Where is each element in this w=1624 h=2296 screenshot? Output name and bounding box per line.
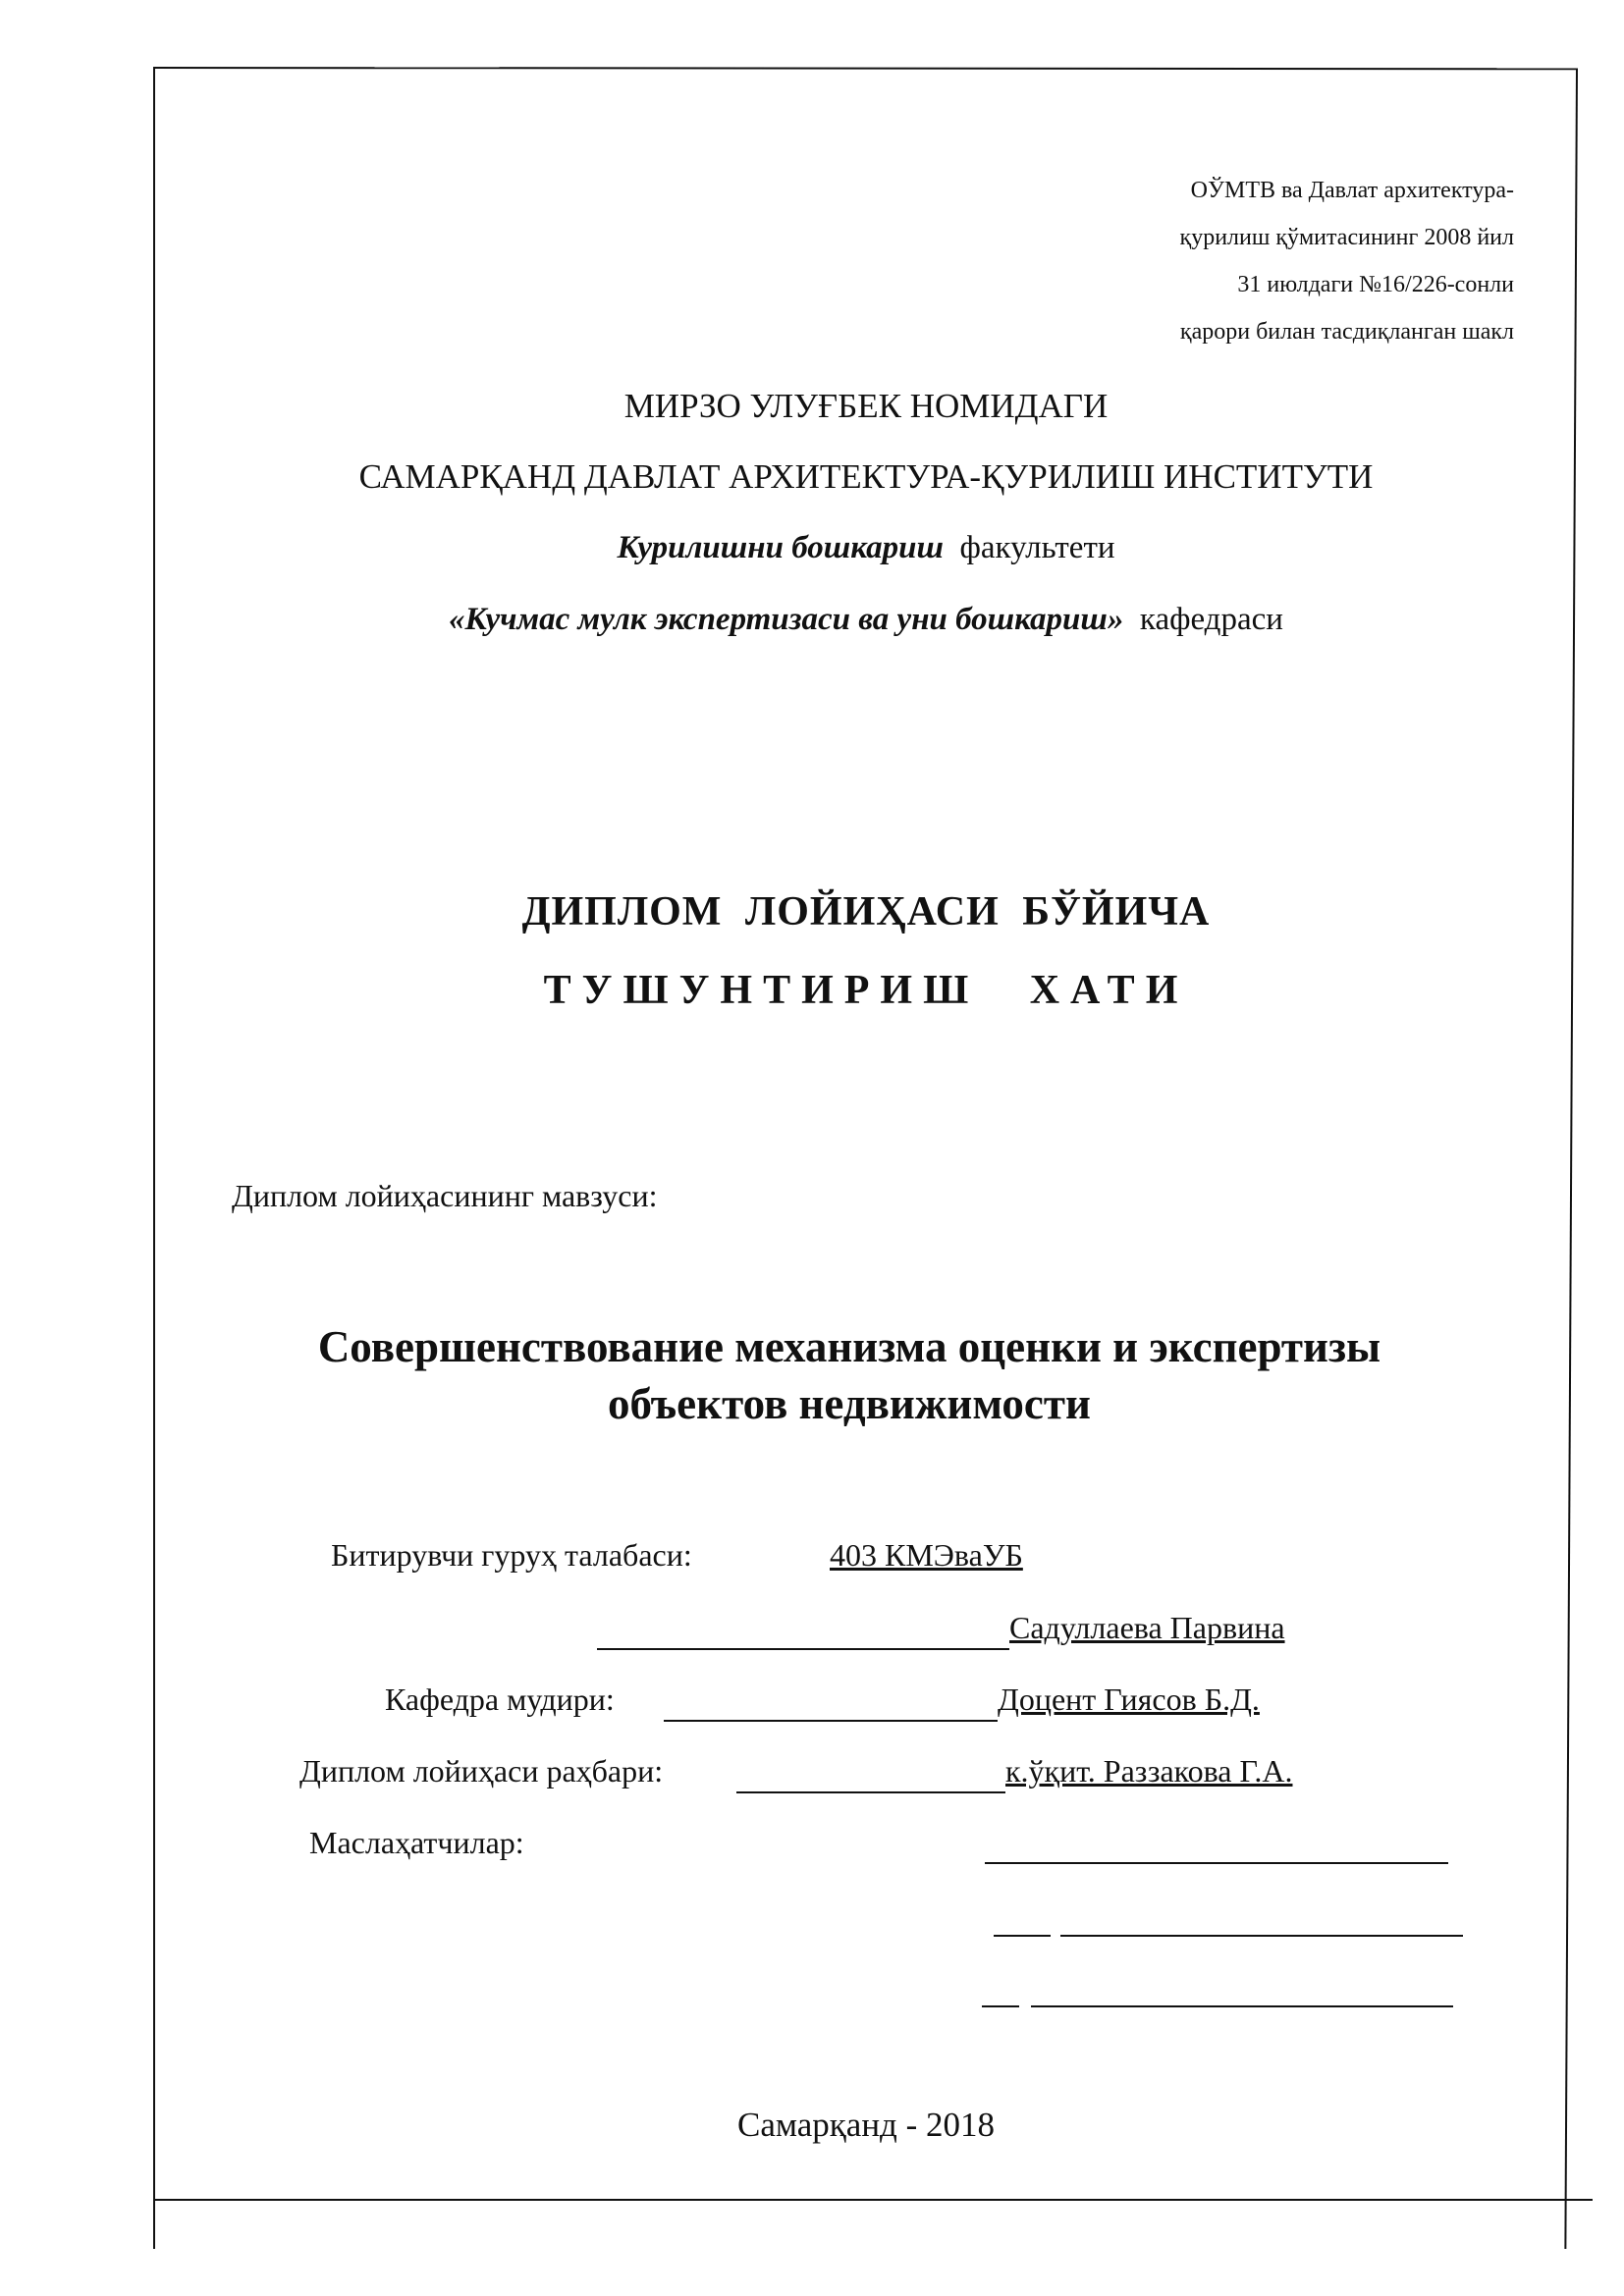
student-label: Битирувчи гуруҳ талабаси:: [331, 1537, 692, 1573]
document-title-line-2: ТУШУНТИРИШ ХАТИ: [543, 968, 1189, 1013]
consultant-line-1: [985, 1862, 1448, 1864]
department-line: [154, 602, 1578, 638]
topic-title-line-2: объектов недвижимости: [608, 1379, 1091, 1428]
approval-line-2: қурилиш қўмитасининг 2008 йил: [1179, 225, 1514, 250]
topic-label: Диплом лойиҳасининг мавзуси:: [232, 1178, 658, 1213]
department-head-label: Кафедра мудири:: [385, 1682, 615, 1717]
student-name: Садуллаева Парвина: [1009, 1610, 1285, 1645]
approval-line-3: 31 июлдаги №16/226-сонли: [1237, 272, 1514, 297]
department-name: «Кучмас мулк экспертизаси ва уни бошкариш»: [449, 602, 1124, 637]
institute-name-line-1: МИРЗО УЛУҒБЕК НОМИДАГИ: [623, 387, 1109, 425]
supervisor-label: Диплом лойиҳаси раҳбари:: [299, 1753, 664, 1789]
department-head-name: Доцент Гиясов Б.Д.: [998, 1682, 1260, 1717]
department-suffix: кафедраси: [1139, 602, 1283, 637]
page-frame-bottom: [154, 2199, 1593, 2201]
consultant-line-2b: [1060, 1935, 1463, 1937]
topic-title-line-1: Совершенствование механизма оценки и экспертизы: [317, 1322, 1381, 1371]
student-group: 403 КМЭваУБ: [830, 1537, 1023, 1573]
consultant-line-3b: [1031, 2005, 1453, 2007]
approval-stamp-text: [1180, 167, 1514, 355]
supervisor-signature-line: [736, 1791, 1005, 1793]
faculty-line: [154, 530, 1578, 566]
document-title-line-1: ДИПЛОМ ЛОЙИҲАСИ БЎЙИЧА: [521, 889, 1211, 934]
student-signature-line: [597, 1648, 1009, 1650]
page-frame-top: [154, 67, 1578, 70]
consultants-label: Маслаҳатчилар:: [309, 1825, 524, 1860]
institute-name-line-2: САМАРҚАНД ДАВЛАТ АРХИТЕКТУРА-ҚУРИЛИШ ИНСТИТУТИ: [358, 457, 1374, 496]
city-year: Самарқанд - 2018: [736, 2106, 996, 2144]
faculty-name: Курилишни бошкариш: [617, 530, 944, 565]
faculty-suffix: факультети: [959, 530, 1115, 565]
consultant-line-2a: [994, 1935, 1051, 1937]
department-head-signature-line: [664, 1720, 998, 1722]
consultant-line-3a: [982, 2005, 1019, 2007]
approval-line-1: ОЎМТВ ва Давлат архитектура-: [1190, 178, 1514, 203]
approval-line-4: қарори билан тасдиқланган шакл: [1179, 319, 1514, 345]
supervisor-name: к.ўқит. Раззакова Г.А.: [1005, 1753, 1293, 1789]
